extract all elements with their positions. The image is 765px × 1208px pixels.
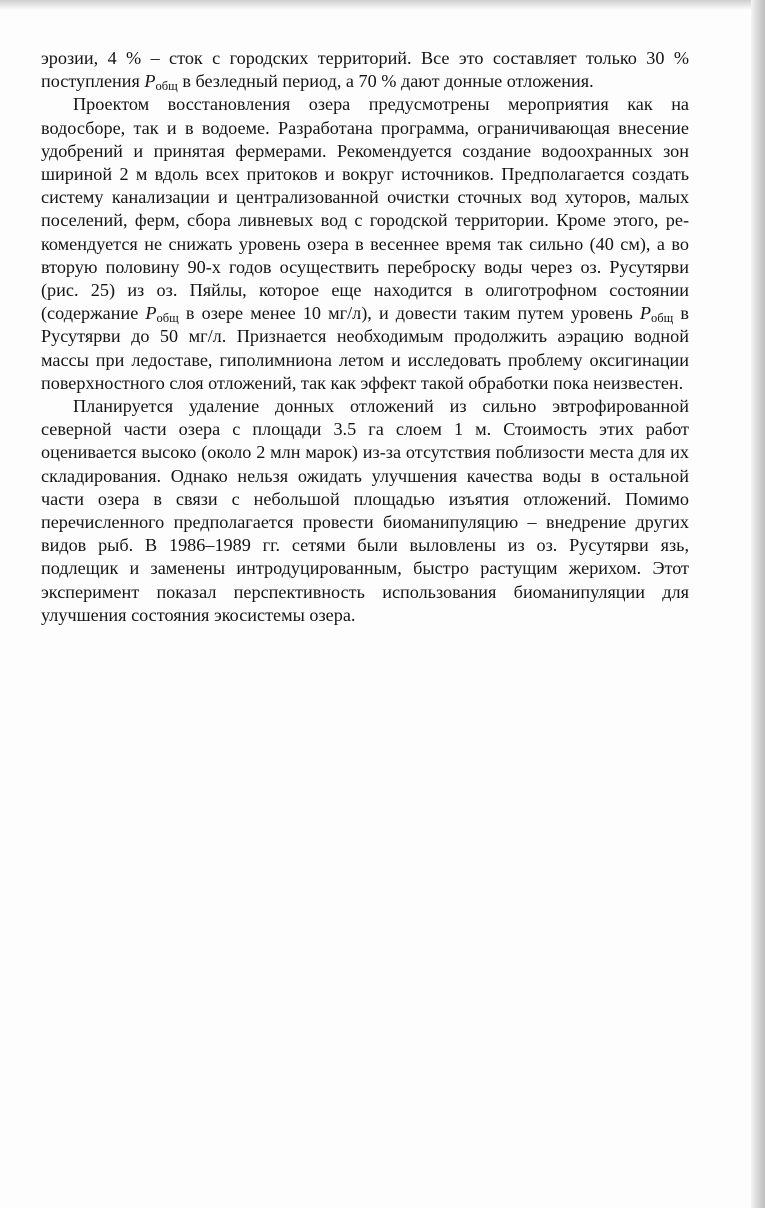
- paragraph: [41, 395, 689, 627]
- text-run: в безледный период, а 70 % дают донные отложения.: [177, 71, 594, 92]
- text-run: эрозии, 4 % – сток с городских территорий. Все это составляет только 30 % поступления: [41, 48, 689, 92]
- text-run: Планируется удаление донных отложений из сильно эвтрофированной северной части озера с площади 3.5 га слоем 1 м. Стоимость этих работ оценивается высоко (около 2 млн марок) из-за отсутствия поблизости места для их складирования. Однако нельзя ожидать улучшения качества воды в остальной части озера в связи с небольшой площадью изъятия отложений. Помимо перечисленного предполагается провести биоманипуляцию – внедрение других видов рыб. В 1986–1989 гг. сетями были выловлены из оз. Русутярви язь, подлещик и заменены интродуцированным, быстро растущим жерихом. Этот эксперимент показал перспективность использования биоманипуляции для улучшения состояния экосистемы озера.: [41, 396, 689, 625]
- page-top-edge-shadow: [0, 0, 765, 10]
- page-right-edge-shadow: [751, 0, 765, 1208]
- body-text: [41, 47, 689, 627]
- paragraph: [41, 47, 689, 93]
- symbol-subscript: общ: [651, 311, 674, 326]
- symbol-subscript: общ: [155, 79, 178, 94]
- phosphorus-symbol: [639, 303, 674, 326]
- symbol-letter: P: [145, 303, 157, 324]
- phosphorus-symbol: [145, 303, 179, 326]
- text-run: в Русутярви до 50 мг/л. Признается необходимым продолжить аэрацию водной массы при ледоставе, гиполимниона летом и исследовать проблему оксигинации поверхностного слоя отложений, так как эффект такой обработки пока неизвестен.: [41, 303, 690, 393]
- text-run: в озере менее 10 мг/л), и довести таким путем уровень: [178, 303, 640, 324]
- text-run: Проектом восстановления озера предусмотрены мероприятия как на водосборе, так и в водоеме. Разработана программа, ограничивающая внесение удобрений и принятая фермерами. Рекомендуется создание водоохранных зон шириной 2 м вдоль всех притоков и вокруг источников. Предполагается создать систему канализации и централизованной очистки сточных вод хуторов, малых поселений, ферм, сбора ливневых вод с городской территории. Кроме этого, рекомендуется не снижать уровень озера в весеннее время так сильно (40 см), а во вторую половину 90-х годов осуществить переброску воды через оз. Русутярви (рис. 25) из оз. Пяйлы, которое еще находится в олиготрофном состоянии (содержание: [41, 94, 689, 324]
- paragraph: [41, 93, 689, 395]
- symbol-subscript: общ: [156, 311, 179, 326]
- phosphorus-symbol: [144, 71, 178, 94]
- symbol-letter: P: [144, 71, 156, 92]
- symbol-letter: P: [639, 303, 652, 324]
